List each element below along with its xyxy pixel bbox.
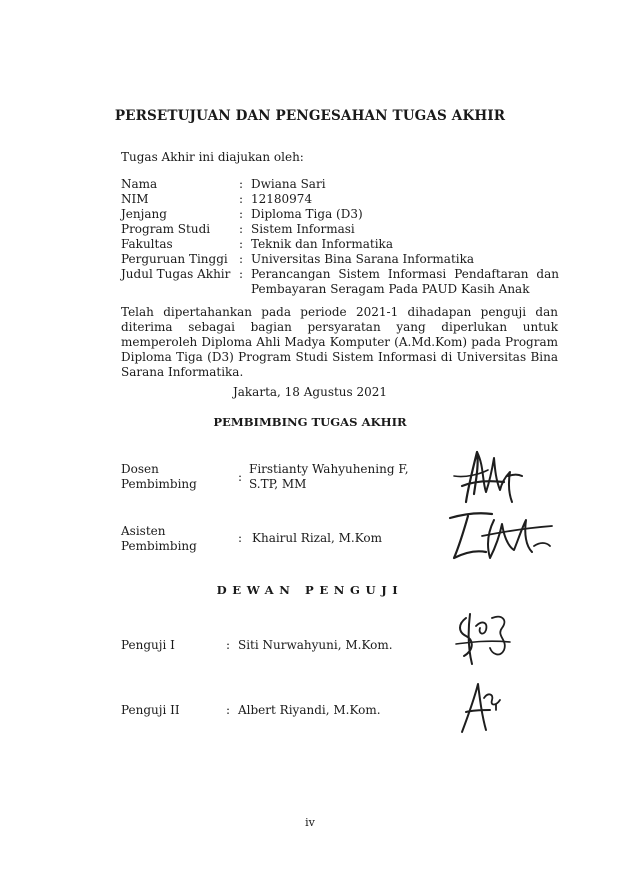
info-value: Diploma Tiga (D3): [251, 207, 363, 221]
info-colon: :: [239, 177, 244, 191]
info-colon: :: [239, 207, 244, 221]
name-line: S.TP, MM: [249, 477, 307, 491]
info-value: Perancangan Sistem Informasi Pendaftaran dan Pembayaran Seragam Pada PAUD Kasih Anak: [251, 267, 559, 296]
page-title: PERSETUJUAN DAN PENGESAHAN TUGAS AKHIR: [114, 108, 506, 124]
info-colon: :: [239, 192, 244, 206]
penguji-2-signature: [452, 680, 508, 736]
info-colon: :: [239, 237, 244, 251]
info-colon: :: [239, 222, 244, 236]
penguji-1-colon: :: [226, 638, 231, 652]
label-line: Asisten: [121, 524, 166, 538]
asisten-signature: [442, 506, 558, 568]
info-row-fakultas: [121, 237, 559, 252]
info-row-nama: [121, 177, 559, 192]
info-label: Nama: [121, 177, 158, 191]
penguji-2-name: Albert Riyandi, M.Kom.: [238, 703, 381, 717]
penguji-1-signature: [452, 610, 516, 668]
penguji-2-label: Penguji II: [121, 703, 180, 717]
info-value: Sistem Informasi: [251, 222, 355, 236]
info-row-nim: [121, 192, 559, 207]
info-value: 12180974: [251, 192, 313, 206]
place-date: Jakarta, 18 Agustus 2021: [232, 385, 388, 399]
penguji-1-name: Siti Nurwahyuni, M.Kom.: [238, 638, 393, 652]
label-line: Pembimbing: [121, 477, 197, 491]
dosen-signature: [446, 446, 526, 508]
asisten-name: Khairul Rizal, M.Kom: [252, 531, 382, 545]
info-label: NIM: [121, 192, 149, 206]
info-value: Universitas Bina Sarana Informatika: [251, 252, 475, 266]
pembimbing-heading: PEMBIMBING TUGAS AKHIR: [213, 415, 407, 429]
label-line: Dosen: [121, 462, 159, 476]
name-line: Firstianty Wahyuhening F,: [249, 462, 409, 476]
dosen-name: [249, 462, 409, 492]
page-number: iv: [305, 816, 315, 829]
info-label: Perguruan Tinggi: [121, 252, 228, 266]
asisten-colon: :: [238, 531, 243, 545]
penguji-2-colon: :: [226, 703, 231, 717]
info-value: Dwiana Sari: [251, 177, 326, 191]
approval-paragraph: Telah dipertahankan pada periode 2021-1 dihadapan penguji dan diterima sebagai bagian persyaratan yang diperlukan untuk memperoleh Diploma Ahli Madya Komputer (A.Md.Kom) pada Program Diploma Tiga (D3) Program Studi Sistem Informasi di Universitas Bina Sarana Informatika.: [121, 305, 558, 379]
info-label: Fakultas: [121, 237, 173, 251]
info-colon: :: [239, 267, 244, 281]
info-row-program-studi: [121, 222, 559, 237]
info-label: Jenjang: [121, 207, 167, 221]
dewan-penguji-heading: DEWAN PENGUJI: [216, 583, 404, 597]
label-line: Pembimbing: [121, 539, 197, 553]
info-row-judul: [121, 267, 559, 297]
penguji-1-label: Penguji I: [121, 638, 175, 652]
info-label: Judul Tugas Akhir: [121, 267, 231, 281]
asisten-pembimbing-label: [121, 524, 197, 554]
info-row-perguruan-tinggi: [121, 252, 559, 267]
info-label: Program Studi: [121, 222, 211, 236]
info-colon: :: [239, 252, 244, 266]
dosen-pembimbing-label: [121, 462, 197, 492]
intro-text: Tugas Akhir ini diajukan oleh:: [121, 150, 304, 164]
student-info-table: [121, 177, 559, 297]
info-value: Teknik dan Informatika: [251, 237, 393, 251]
info-row-jenjang: [121, 207, 559, 222]
dosen-colon: :: [238, 470, 243, 484]
